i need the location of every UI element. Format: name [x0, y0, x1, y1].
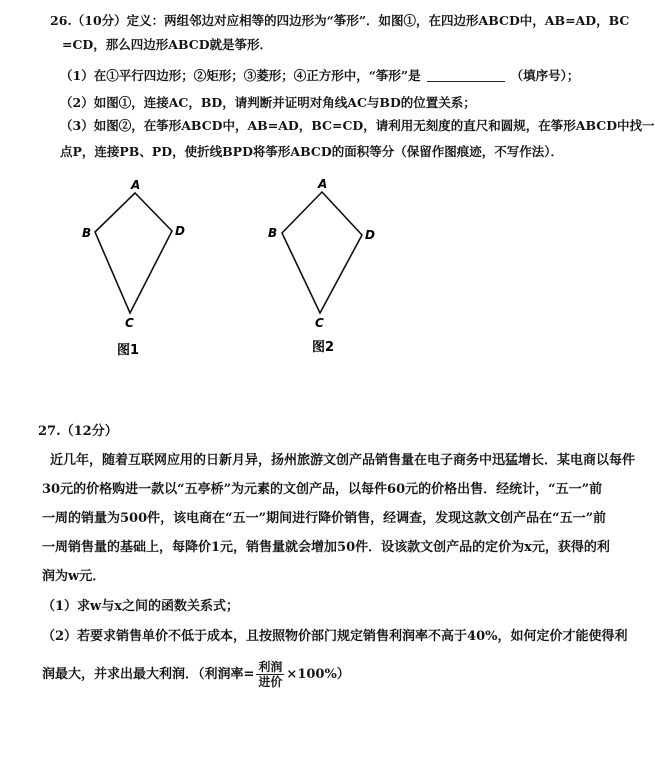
fig1-label-a: A: [131, 178, 141, 192]
q27-part2-line2-before: 润最大，并求出最大利润．（利润率=: [42, 667, 255, 682]
q27-part2-line2: [42, 658, 350, 692]
fraction-numerator: 利润: [258, 660, 283, 674]
q27-para-line3: 一周的销量为500件，该电商在“五一”期间进行降价销售，经调查，发现这款文创产品在“五一”前: [42, 511, 607, 526]
fig2-label-b: B: [268, 226, 278, 240]
fig1-label-b: B: [82, 226, 92, 240]
q26-header: 26.（10分）定义：两组邻边对应相等的四边形为“筝形”．如图①，在四边形ABCD中，AB=AD，BC: [50, 13, 630, 28]
kite-shape-2: [282, 192, 362, 313]
q27-para-line2: 30元的价格购进一款以“五亭桥”为元素的文创产品，以每件60元的价格出售．经统计，“五一”前: [42, 482, 603, 497]
q26-part3-line1: （3）如图②，在筝形ABCD中，AB=AD，BC=CD，请利用无刻度的直尺和圆规，在筝形ABCD中找一: [60, 118, 655, 133]
q26-part1-after: （填序号）；: [510, 68, 580, 83]
fig2-label-c: C: [315, 316, 324, 330]
q27-part2-line2-after: ×100%）: [286, 667, 350, 682]
q27-header: 27.（12分）: [38, 424, 118, 439]
kite-shape-1: [95, 193, 172, 313]
figure-1: [82, 178, 185, 358]
q27-part1: （1）求w与x之间的函数关系式；: [42, 599, 239, 614]
fraction-denominator: 进价: [258, 675, 283, 689]
fig1-label-c: C: [125, 316, 134, 330]
fig2-label-a: A: [318, 177, 328, 191]
fig2-label-d: D: [365, 228, 375, 242]
q26-header-cont: =CD，那么四边形ABCD就是筝形．: [62, 37, 273, 52]
q27-para-line5: 润为w元．: [42, 569, 106, 584]
figure-2: [268, 177, 375, 355]
q26-part2: （2）如图①，连接AC，BD，请判断并证明对角线AC与BD的位置关系；: [60, 95, 476, 110]
q26-part1-before: （1）在①平行四边形；②矩形；③菱形；④正方形中，“筝形”是: [60, 68, 421, 83]
q27-part2-line1: （2）若要求销售单价不低于成本，且按照物价部门规定销售利润率不高于40%，如何定价才能使得利: [42, 629, 628, 644]
fig1-caption: 图1: [117, 343, 140, 358]
fig1-label-d: D: [175, 224, 185, 238]
q27-para-line1: 近几年，随着互联网应用的日新月异，扬州旅游文创产品销售量在电子商务中迅猛增长．某电商以每件: [50, 453, 636, 468]
kite-figures: [0, 0, 655, 360]
q27-para-line4: 一周销售量的基础上，每降价1元，销售量就会增加50件．设该款文创产品的定价为x元，获得的利: [42, 540, 610, 555]
q26-part3-line2: 点P，连接PB、PD，使折线BPD将筝形ABCD的面积等分（保留作图痕迹，不写作法）．: [60, 144, 563, 159]
profit-rate-fraction: [256, 660, 284, 689]
fig2-caption: 图2: [312, 340, 335, 355]
